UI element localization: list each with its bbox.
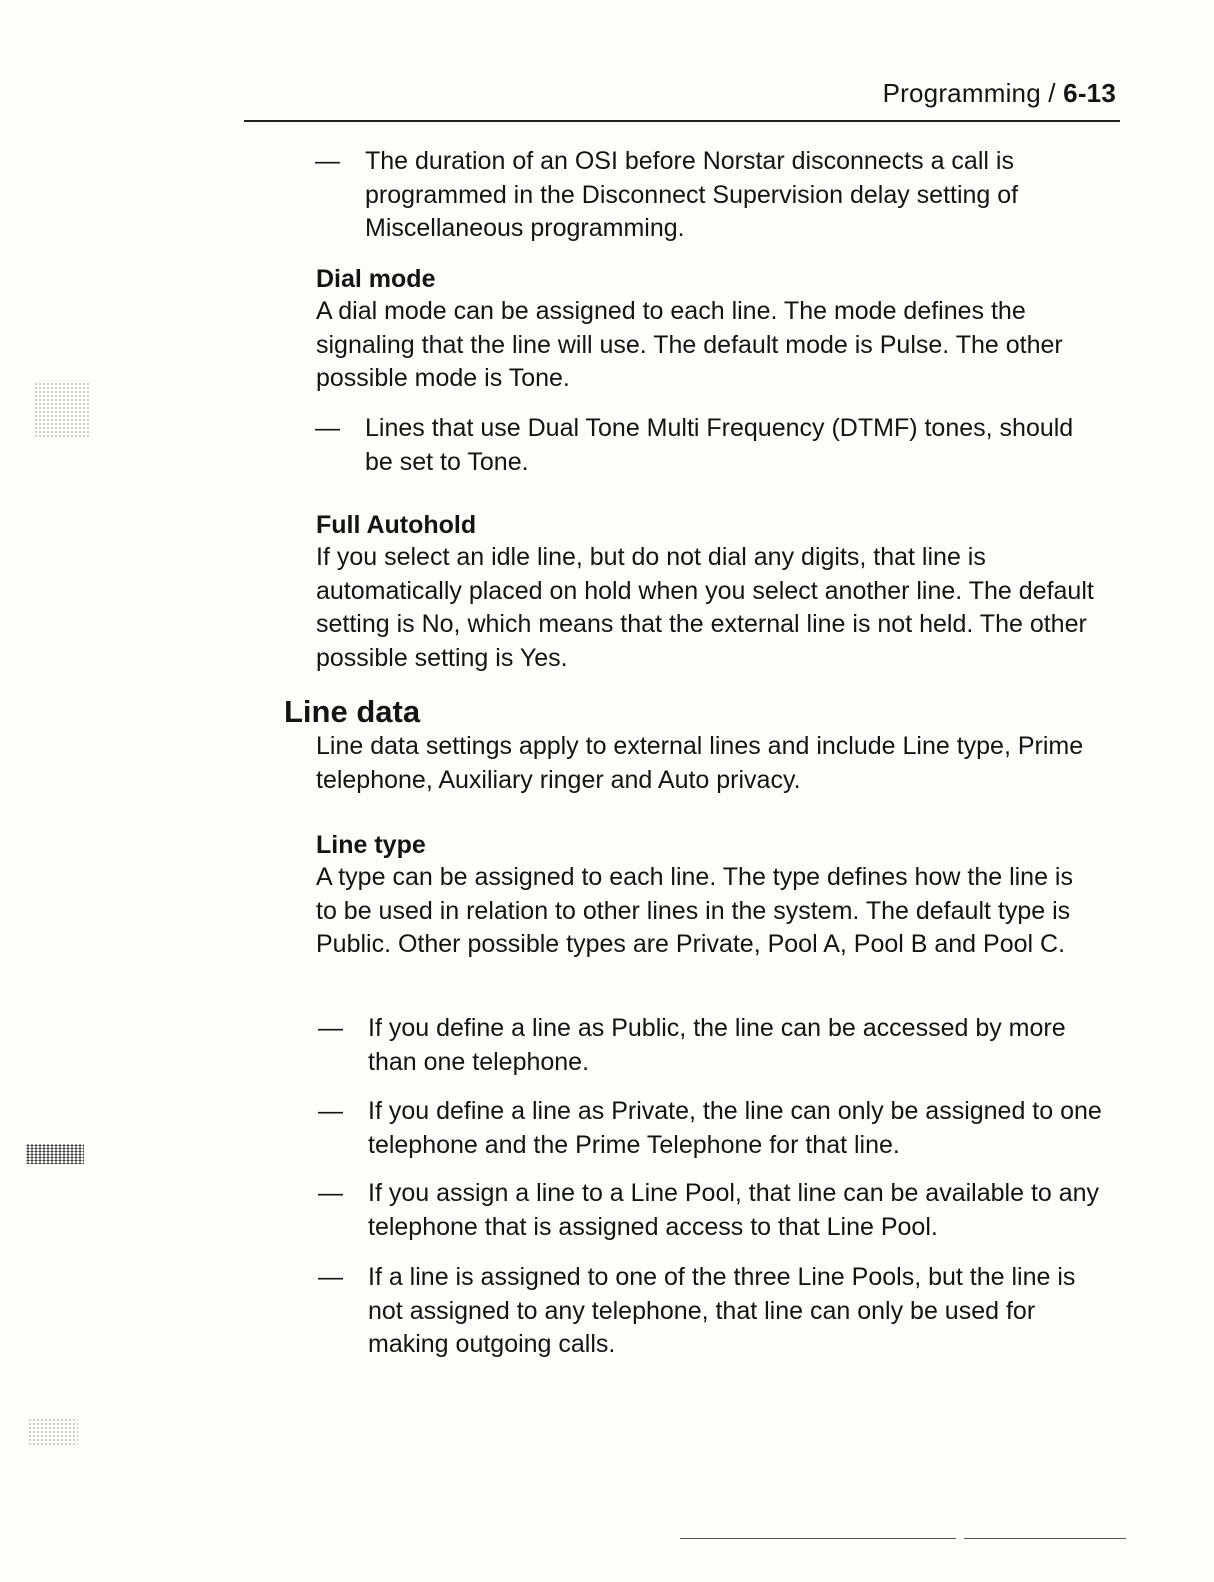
bullet-dash: — bbox=[315, 414, 340, 442]
dial-mode-bullet-text: Lines that use Dual Tone Multi Frequency (DTMF) tones, should be set to Tone. bbox=[365, 414, 1074, 476]
page-header bbox=[700, 78, 1116, 109]
bullet-dash: — bbox=[318, 1097, 343, 1125]
header-section-label: Programming / bbox=[882, 78, 1056, 108]
page-number: 6-13 bbox=[1063, 78, 1116, 108]
line-type-bullet-text: If a line is assigned to one of the three Line Pools, but the line is not assigned to any telephone, that line can only be used for making outgoing calls. bbox=[368, 1263, 1076, 1358]
intro-bullet-text: The duration of an OSI before Norstar disconnects a call is programmed in the Disconnect Supervision delay setting of Miscellaneous programming. bbox=[365, 147, 1019, 242]
bullet-dash: — bbox=[318, 1179, 343, 1207]
line-type-bullet-text: If you define a line as Public, the line can be accessed by more than one telephone. bbox=[368, 1014, 1066, 1076]
line-data-heading: Line data bbox=[284, 694, 421, 729]
footer-rule bbox=[964, 1538, 1126, 1539]
full-autohold-body: If you select an idle line, but do not dial any digits, that line is automatically placed on hold when you select another line. The default setting is No, which means that the external line is not held. The other possible setting is Yes. bbox=[316, 543, 1094, 672]
bullet-dash: — bbox=[315, 147, 340, 175]
scan-speckle bbox=[26, 1144, 84, 1164]
scan-speckle bbox=[28, 1418, 78, 1446]
header-rule bbox=[244, 120, 1120, 122]
footer-rule bbox=[680, 1538, 956, 1539]
line-type-bullet-text: If you define a line as Private, the line can only be assigned to one telephone and the Prime Telephone for that line. bbox=[368, 1097, 1102, 1159]
line-data-body: Line data settings apply to external lines and include Line type, Prime telephone, Auxiliary ringer and Auto privacy. bbox=[316, 732, 1084, 794]
dial-mode-body: A dial mode can be assigned to each line. The mode defines the signaling that the line will use. The default mode is Pulse. The other possible mode is Tone. bbox=[316, 297, 1063, 392]
bullet-dash: — bbox=[318, 1014, 343, 1042]
full-autohold-heading: Full Autohold bbox=[316, 511, 477, 539]
line-type-body: A type can be assigned to each line. The type defines how the line is to be used in relation to other lines in the system. The default type is Public. Other possible types are Private, Pool A, Pool B and Pool C. bbox=[316, 863, 1073, 958]
dial-mode-heading: Dial mode bbox=[316, 265, 436, 293]
line-type-bullet-text: If you assign a line to a Line Pool, that line can be available to any telephone that is assigned access to that Line Pool. bbox=[368, 1179, 1100, 1241]
line-type-heading: Line type bbox=[316, 831, 426, 859]
scan-speckle bbox=[34, 382, 90, 438]
bullet-dash: — bbox=[318, 1263, 343, 1291]
